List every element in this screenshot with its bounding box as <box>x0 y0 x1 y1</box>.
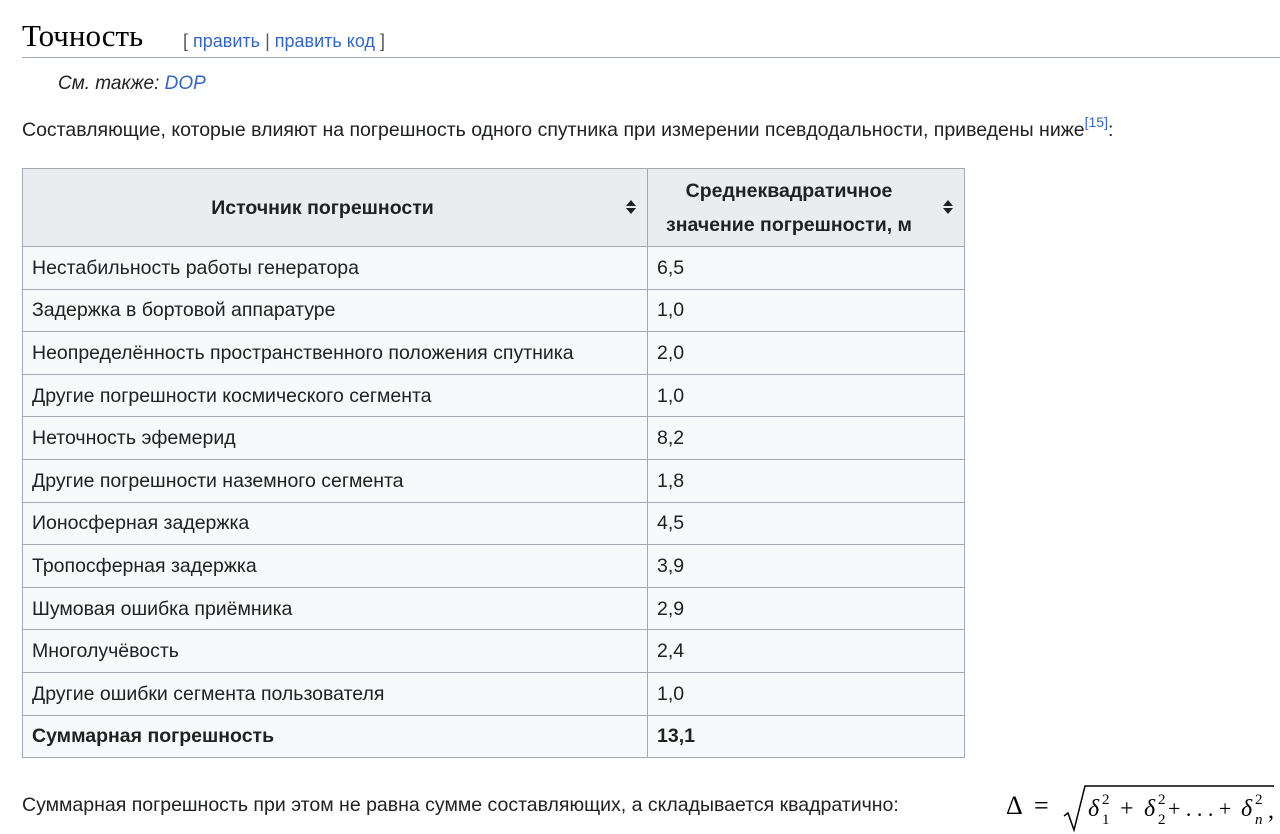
formula-termn-exp: 2 <box>1255 792 1263 808</box>
formula-delta: Δ <box>1006 791 1023 820</box>
formula-term1-sub: 1 <box>1102 812 1110 828</box>
header-rms-value[interactable] <box>648 169 965 247</box>
cell-total-label: Суммарная погрешность <box>23 715 648 758</box>
header-error-source-label: Источник погрешности <box>211 196 434 219</box>
cell-source: Нестабильность работы генератора <box>23 247 648 290</box>
edit-code-link[interactable]: править код <box>274 31 375 51</box>
cell-value: 1,0 <box>648 672 965 715</box>
intro-suffix: : <box>1107 119 1114 141</box>
cell-source: Задержка в бортовой аппаратуре <box>23 289 648 332</box>
intro-text: Составляющие, которые влияют на погрешность одного спутника при измерении псевдодальности, приведены ниже <box>22 119 1085 141</box>
cell-value: 1,8 <box>648 459 965 502</box>
formula-term2-sub: 2 <box>1158 812 1166 828</box>
intro-paragraph <box>22 113 1114 143</box>
cell-value: 3,9 <box>648 545 965 588</box>
edit-bracket-close: ] <box>380 31 386 51</box>
see-also-dop-link[interactable]: DOP <box>164 73 206 94</box>
cell-source: Другие погрешности космического сегмента <box>23 374 648 417</box>
formula-comma: , <box>1268 798 1274 824</box>
summary-paragraph: Суммарная погрешность при этом не равна сумме составляющих, а складывается квадратично: <box>22 794 899 816</box>
formula-term1: δ <box>1088 796 1100 822</box>
formula-equals: = <box>1034 791 1049 820</box>
cell-source: Другие погрешности наземного сегмента <box>23 459 648 502</box>
formula-svg <box>1006 782 1280 834</box>
table-row <box>23 247 965 290</box>
cell-source: Другие ошибки сегмента пользователя <box>23 672 648 715</box>
formula-term1-exp: 2 <box>1102 792 1110 808</box>
cell-total-value: 13,1 <box>648 715 965 758</box>
edit-bracket-open: [ <box>183 31 189 51</box>
cell-value: 8,2 <box>648 417 965 460</box>
formula-termn-sub: n <box>1255 812 1263 828</box>
table-row <box>23 502 965 545</box>
table-row <box>23 459 965 502</box>
see-also-note <box>58 72 206 96</box>
table-row <box>23 417 965 460</box>
cell-source: Неопределённость пространственного положения спутника <box>23 332 648 375</box>
header-rms-value-label: Среднеквадратичное значение погрешности, м <box>666 179 912 236</box>
table-row <box>23 672 965 715</box>
cell-source: Ионосферная задержка <box>23 502 648 545</box>
cell-source: Шумовая ошибка приёмника <box>23 587 648 630</box>
reference-link[interactable]: [15] <box>1084 113 1108 130</box>
section-heading <box>22 14 1280 58</box>
sum-formula <box>1006 782 1280 834</box>
cell-value: 6,5 <box>648 247 965 290</box>
table-row <box>23 587 965 630</box>
edit-links <box>183 30 385 52</box>
formula-ellipsis: + . . . + <box>1168 796 1232 821</box>
table-row <box>23 332 965 375</box>
table-row-total <box>23 715 965 758</box>
sort-icon[interactable] <box>942 199 954 215</box>
header-error-source[interactable] <box>23 169 648 247</box>
edit-link[interactable]: править <box>193 31 261 51</box>
table-row <box>23 545 965 588</box>
cell-value: 4,5 <box>648 502 965 545</box>
error-sources-table <box>22 168 965 758</box>
cell-value: 1,0 <box>648 374 965 417</box>
formula-termn: δ <box>1241 796 1253 822</box>
cell-source: Тропосферная задержка <box>23 545 648 588</box>
edit-separator: | <box>265 31 270 51</box>
section-title: Точность <box>22 18 144 53</box>
cell-value: 2,4 <box>648 630 965 673</box>
table-row <box>23 374 965 417</box>
see-also-prefix: См. также: <box>58 73 160 94</box>
cell-value: 2,0 <box>648 332 965 375</box>
cell-source: Неточность эфемерид <box>23 417 648 460</box>
sort-icon[interactable] <box>625 199 637 215</box>
formula-term2: δ <box>1144 796 1156 822</box>
cell-source: Многолучёвость <box>23 630 648 673</box>
table-header-row <box>23 169 965 247</box>
table-row <box>23 289 965 332</box>
formula-plus: + <box>1120 796 1134 822</box>
cell-value: 1,0 <box>648 289 965 332</box>
table-row <box>23 630 965 673</box>
formula-term2-exp: 2 <box>1158 792 1166 808</box>
cell-value: 2,9 <box>648 587 965 630</box>
